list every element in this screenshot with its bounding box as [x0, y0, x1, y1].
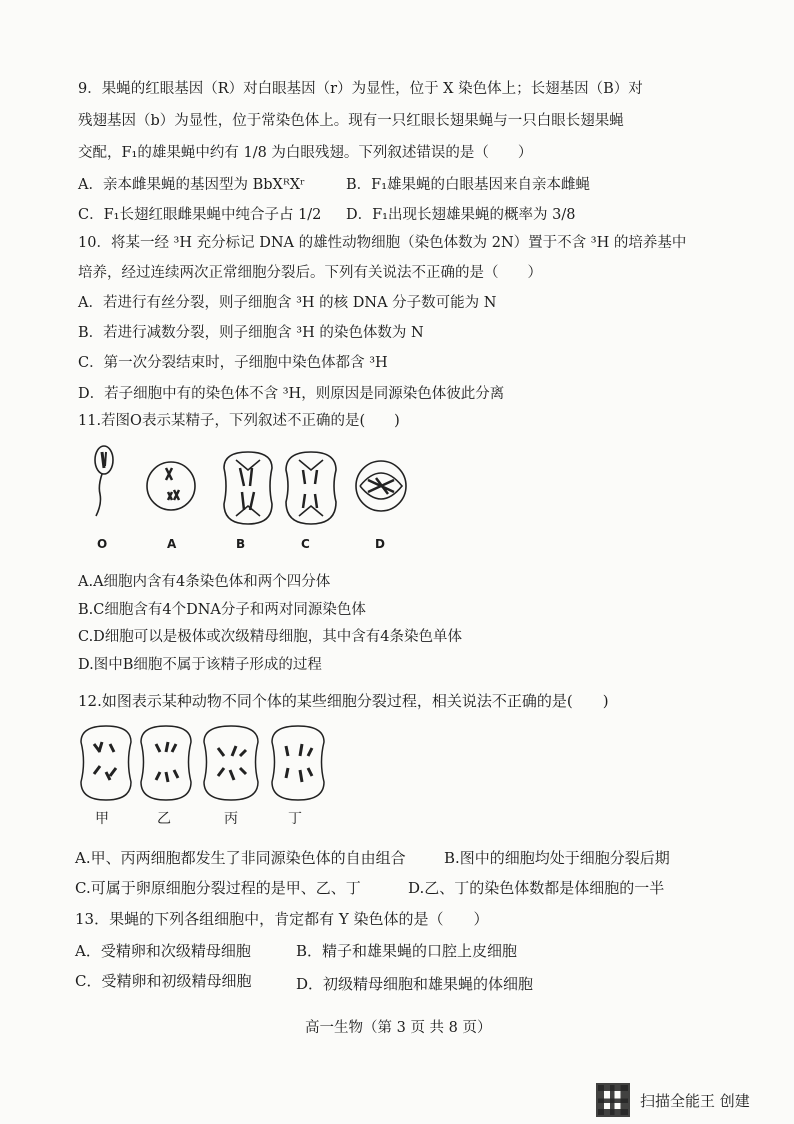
q12-option-b: B.图中的细胞均处于细胞分裂后期 [444, 849, 670, 867]
q10-option-a: A．若进行有丝分裂，则子细胞含 ³H 的核 DNA 分子数可能为 N [78, 295, 497, 311]
cell-c [286, 452, 336, 524]
q12-label-ding: 丁 [288, 811, 302, 827]
q11-option-c: C.D细胞可以是极体或次级精母细胞，其中含有4条染色单体 [78, 629, 463, 645]
q9-option-b: B．F₁雄果蝇的白眼基因来自亲本雌蝇 [346, 177, 591, 193]
q10-option-b: B．若进行减数分裂，则子细胞含 ³H 的染色体数为 N [78, 325, 424, 341]
q12-label-jia: 甲 [95, 811, 109, 827]
sperm-cell-o [95, 446, 113, 516]
q9-option-c: C．F₁长翅红眼雌果蝇中纯合子占 1/2 [78, 207, 322, 223]
q11-option-d: D.图中B细胞不属于该精子形成的过程 [78, 657, 322, 673]
q13-option-c: C．受精卵和初级精母细胞 [75, 972, 252, 990]
cell-yi [141, 726, 191, 800]
cell-jia [81, 726, 131, 800]
q12-stem: 12.如图表示某种动物不同个体的某些细胞分裂过程，相关说法不正确的是( ) [78, 692, 609, 710]
q12-option-a: A.甲、丙两细胞都发生了非同源染色体的自由组合 [75, 849, 406, 867]
q9-stem-line1: 9．果蝇的红眼基因（R）对白眼基因（r）为显性，位于 X 染色体上；长翅基因（B）对 [78, 81, 643, 97]
q12-option-d: D.乙、丁的染色体数都是体细胞的一半 [408, 879, 665, 897]
q11-label-c: C [301, 537, 310, 551]
q10-stem-line1: 10．将某一经 ³H 充分标记 DNA 的雄性动物细胞（染色体数为 2N）置于不含 ³H 的培养基中 [78, 235, 687, 251]
q13-option-d: D．初级精母细胞和雄果蝇的体细胞 [296, 975, 534, 993]
q13-option-b: B．精子和雄果蝇的口腔上皮细胞 [296, 942, 518, 960]
q12-option-c: C.可属于卵原细胞分裂过程的是甲、乙、丁 [75, 879, 361, 897]
q13-option-a: A．受精卵和次级精母细胞 [75, 942, 251, 960]
cell-d [356, 461, 406, 511]
q9-stem-line3: 交配，F₁的雄果蝇中约有 1/8 为白眼残翅。下列叙述错误的是（ ） [78, 145, 533, 161]
q12-label-bing: 丙 [224, 811, 238, 827]
q12-cell-figure [76, 722, 336, 804]
q11-label-b: B [236, 537, 246, 551]
q11-option-b: B.C细胞含有4个DNA分子和两对同源染色体 [78, 602, 366, 618]
q9-stem-line2: 残翅基因（b）为显性，位于常染色体上。现有一只红眼长翅果蝇与一只白眼长翅果蝇 [78, 113, 624, 129]
q11-label-d: D [375, 537, 385, 551]
q11-label-a: A [167, 537, 177, 551]
q10-option-d: D．若子细胞中有的染色体不含 ³H，则原因是同源染色体彼此分离 [78, 386, 505, 402]
qr-code-icon [596, 1083, 630, 1117]
q10-stem-line2: 培养，经过连续两次正常细胞分裂后。下列有关说法不正确的是（ ） [78, 265, 542, 281]
q11-option-a: A.A细胞内含有4条染色体和两个四分体 [78, 574, 331, 590]
scanner-watermark [596, 1083, 750, 1117]
cell-bing [204, 726, 258, 800]
q11-label-o: O [97, 537, 108, 551]
q11-stem: 11.若图O表示某精子，下列叙述不正确的是( ) [78, 413, 400, 429]
q12-label-yi: 乙 [157, 811, 171, 827]
q11-cell-figure [86, 438, 426, 533]
cell-b [224, 452, 272, 524]
cell-a [147, 462, 195, 510]
page-footer: 高一生物（第 3 页 共 8 页） [305, 1020, 492, 1036]
scanner-label: 扫描全能王 创建 [640, 1091, 750, 1110]
q13-stem: 13．果蝇的下列各组细胞中，肯定都有 Y 染色体的是（ ） [75, 910, 489, 928]
q9-option-a: A．亲本雌果蝇的基因型为 BbXᴿXʳ [78, 177, 306, 193]
q10-option-c: C．第一次分裂结束时，子细胞中染色体都含 ³H [78, 355, 388, 371]
cell-ding [272, 726, 324, 800]
q9-option-d: D．F₁出现长翅雄果蝇的概率为 3/8 [346, 207, 576, 223]
